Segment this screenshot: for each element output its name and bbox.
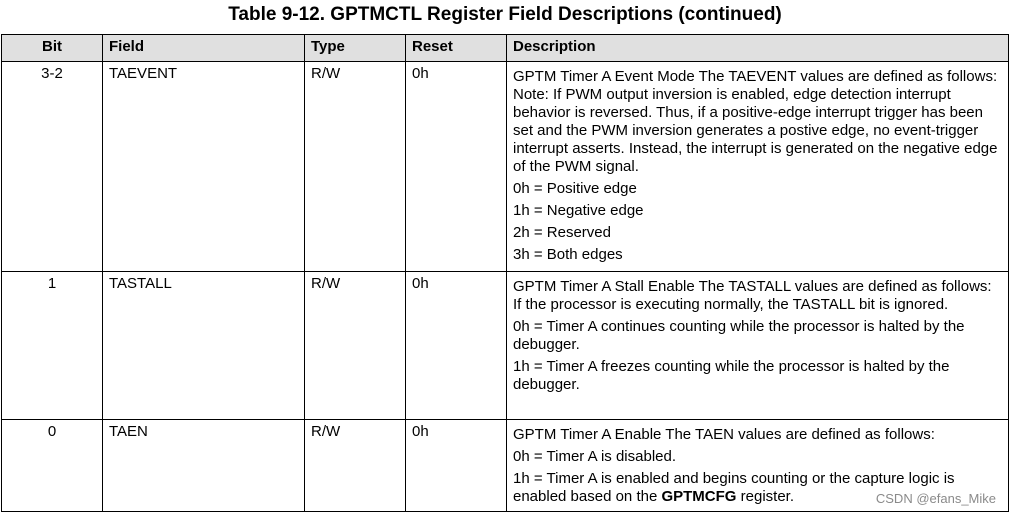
cell-description (507, 62, 1009, 272)
description-value: 3h = Both edges (513, 246, 623, 263)
cell-type: R/W (305, 62, 406, 272)
watermark: CSDN @efans_Mike (875, 491, 996, 506)
description-value: 1h = Negative edge (513, 202, 644, 219)
header-field: Field (103, 35, 305, 62)
description-paragraph: GPTM Timer A Stall Enable The TASTALL values are defined as follows: If the processor is executing normally, the TASTALL bit is ignored. (513, 278, 992, 313)
cell-type: R/W (305, 420, 406, 512)
cell-bit: 0 (2, 420, 103, 512)
table-row (2, 272, 1009, 420)
description-value: 0h = Timer A is disabled. (513, 448, 677, 465)
description-text: 1h = Timer A is enabled and begins counting or the capture logic is enabled based on the (513, 470, 955, 505)
cell-bit: 3-2 (2, 62, 103, 272)
cell-reset: 0h (406, 62, 507, 272)
cell-field: TASTALL (103, 272, 305, 420)
header-description: Description (507, 35, 1009, 62)
cell-field: TAEN (103, 420, 305, 512)
description-value: 0h = Timer A continues counting while the processor is halted by the debugger. (513, 318, 965, 353)
description-paragraph: GPTM Timer A Enable The TAEN values are defined as follows: (513, 426, 935, 443)
description-value: 1h = Timer A freezes counting while the processor is halted by the debugger. (513, 358, 950, 393)
description-value: 0h = Positive edge (513, 180, 637, 197)
header-type: Type (305, 35, 406, 62)
table-header-row (2, 35, 1009, 62)
cell-reset: 0h (406, 420, 507, 512)
table-row (2, 420, 1009, 512)
table-title: Table 9-12. GPTMCTL Register Field Descriptions (continued) (228, 4, 782, 25)
description-value: 2h = Reserved (513, 224, 611, 241)
header-bit: Bit (2, 35, 103, 62)
cell-reset: 0h (406, 272, 507, 420)
header-reset: Reset (406, 35, 507, 62)
table-row (2, 62, 1009, 272)
cell-field: TAEVENT (103, 62, 305, 272)
description-text: register. (736, 488, 794, 505)
cell-description (507, 272, 1009, 420)
cell-type: R/W (305, 272, 406, 420)
register-name: GPTMCFG (661, 488, 737, 505)
description-paragraph: GPTM Timer A Event Mode The TAEVENT values are defined as follows: Note: If PWM output inversion is enabled, edge detection interrupt behavior is reversed. Thus, if a positive-edge interrupt trigger has been set and the PWM inversion generates a postive edge, no event-trigger interrupt asserts. Instead, the interrupt is generated on the negative edge of the PWM signal. (513, 68, 998, 175)
register-field-table (1, 34, 1009, 512)
cell-bit: 1 (2, 272, 103, 420)
